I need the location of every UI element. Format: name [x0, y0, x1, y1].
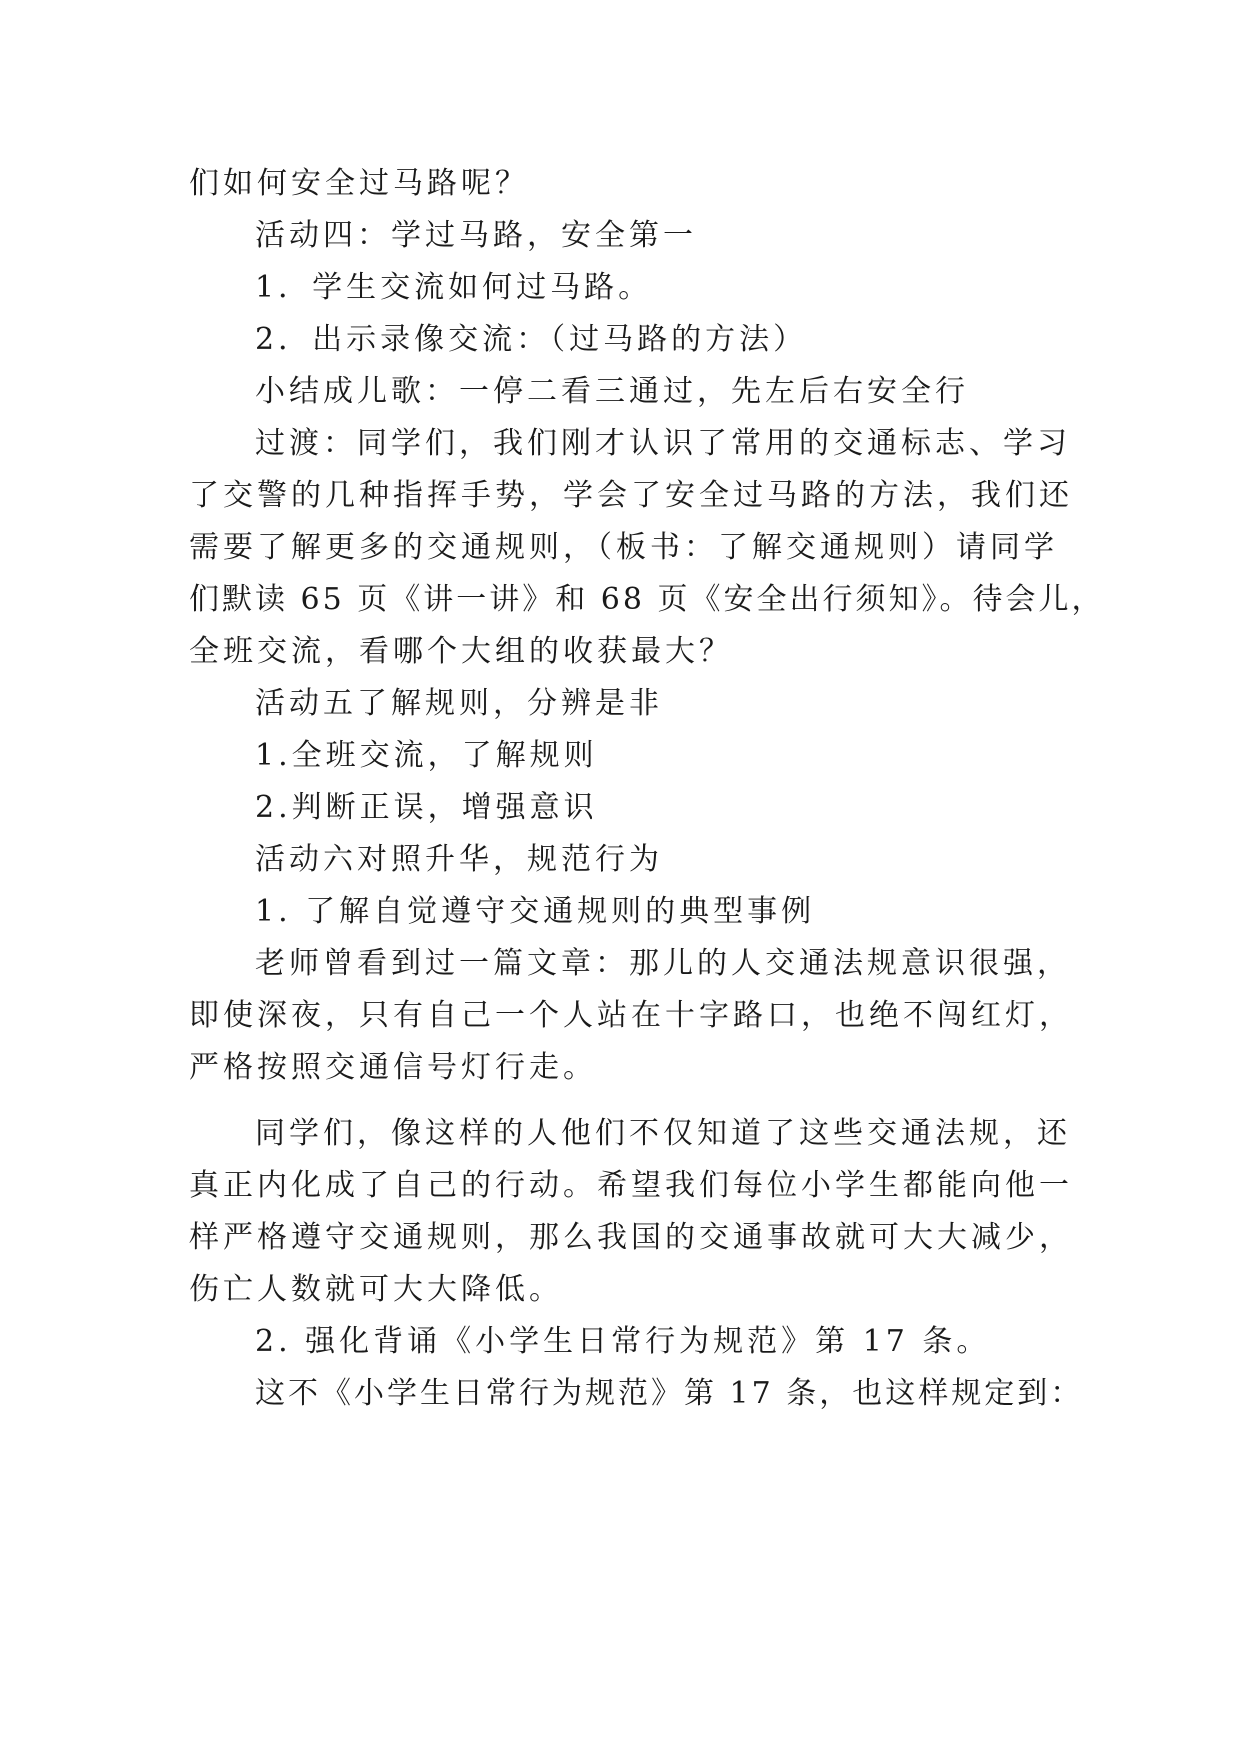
- list-item: 1．学生交流如何过马路。: [255, 270, 653, 305]
- paragraph-line: 过渡：同学们，我们刚才认识了常用的交通标志、学习: [255, 426, 1071, 461]
- paragraph-line: 们默读 65 页《讲一讲》和 68 页《安全出行须知》。待会儿，: [189, 582, 1105, 617]
- paragraph-line: 小结成儿歌：一停二看三通过，先左后右安全行: [255, 374, 969, 409]
- paragraph-line: 样严格遵守交通规则，那么我国的交通事故就可大大减少，: [189, 1220, 1073, 1255]
- paragraph-line: 们如何安全过马路呢？: [189, 166, 529, 201]
- list-item: 1. 了解自觉遵守交通规则的典型事例: [255, 894, 816, 929]
- list-item: 2．出示录像交流：（过马路的方法）: [255, 322, 808, 357]
- paragraph-line: 严格按照交通信号灯行走。: [189, 1050, 597, 1085]
- paragraph-line: 即使深夜，只有自己一个人站在十字路口，也绝不闯红灯，: [189, 998, 1073, 1033]
- paragraph-line: 这不《小学生日常行为规范》第 17 条，也这样规定到：: [255, 1376, 1084, 1411]
- paragraph-line: 老师曾看到过一篇文章：那儿的人交通法规意识很强，: [255, 946, 1071, 981]
- activity-heading: 活动六对照升华，规范行为: [255, 842, 663, 877]
- paragraph-line: 全班交流，看哪个大组的收获最大？: [189, 634, 733, 669]
- paragraph-line: 真正内化成了自己的行动。希望我们每位小学生都能向他一: [189, 1168, 1073, 1203]
- paragraph-line: 同学们，像这样的人他们不仅知道了这些交通法规，还: [255, 1116, 1071, 1151]
- list-item: 2.判断正误，增强意识: [255, 790, 598, 825]
- list-item: 1.全班交流，了解规则: [255, 738, 598, 773]
- paragraph-line: 需要了解更多的交通规则，（板书：了解交通规则）请同学: [189, 530, 1058, 565]
- paragraph-line: 伤亡人数就可大大降低。: [189, 1272, 563, 1307]
- list-item: 2. 强化背诵《小学生日常行为规范》第 17 条。: [255, 1324, 991, 1359]
- paragraph-line: 了交警的几种指挥手势，学会了安全过马路的方法，我们还: [189, 478, 1073, 513]
- activity-heading: 活动五了解规则，分辨是非: [255, 686, 663, 721]
- activity-heading: 活动四：学过马路，安全第一: [255, 218, 697, 253]
